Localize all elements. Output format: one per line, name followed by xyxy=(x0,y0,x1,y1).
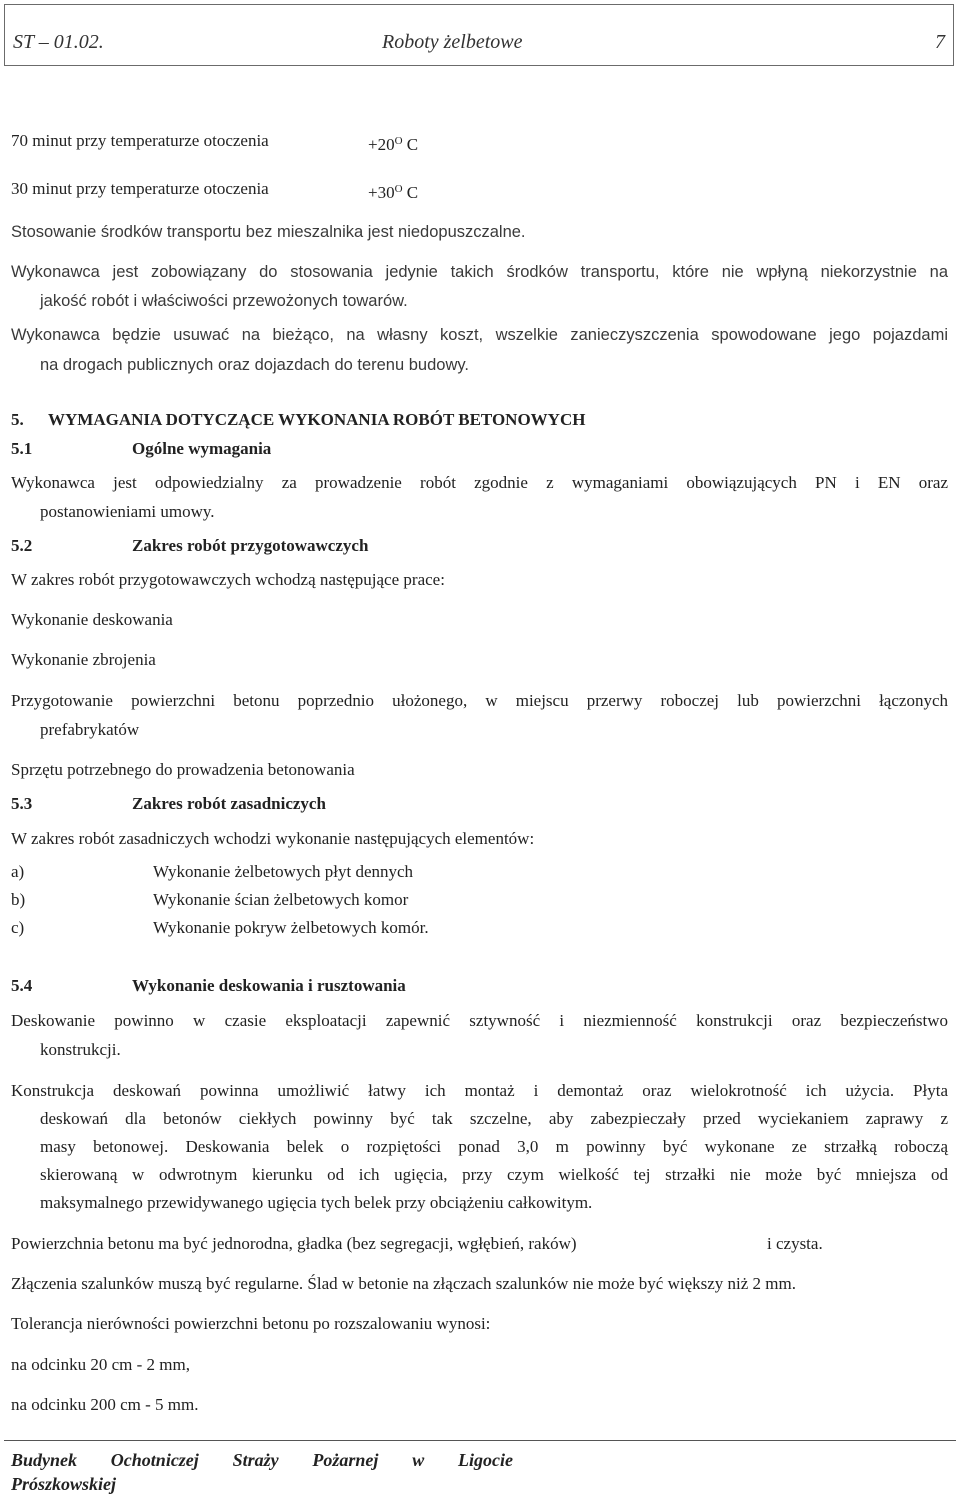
section-5-number: 5. xyxy=(11,410,24,429)
section-5-2-item-3-line-2: prefabrykatów xyxy=(40,720,140,739)
time-row-1 xyxy=(11,127,269,155)
list-item-text: Wykonanie pokryw żelbetowych komór. xyxy=(153,918,429,937)
transport-paragraph-1: Stosowanie środków transportu bez mieszalnika jest niedopuszczalne. xyxy=(11,223,526,241)
footer-line-2: Prószkowskiej xyxy=(11,1474,117,1494)
page-header xyxy=(4,4,954,66)
time-row-label: 30 minut przy temperaturze otoczenia xyxy=(11,179,269,198)
time-row-1-temp xyxy=(368,127,418,159)
transport-paragraph-2-line-2: jakość robót i właściwości przewożonych towarów. xyxy=(40,292,408,310)
footer-rule xyxy=(4,1440,956,1441)
list-item-text: Wykonanie ścian żelbetowych komor xyxy=(153,890,409,909)
section-5-4-p2-line-1: Konstrukcja deskowań powinna umożliwić łatwy ich montaż i demontaż oraz wielokrotność ich użycia. Płyta xyxy=(11,1081,948,1100)
temp-value: +20 xyxy=(368,135,395,154)
section-5-4-p2-line-4: skierowaną w odwrotnym kierunku od ich ugięcia, przy czym wielkość tej strzałki nie może być mniejsza od xyxy=(40,1165,948,1184)
list-item-text: Wykonanie żelbetowych płyt dennych xyxy=(153,862,414,881)
temp-unit: C xyxy=(406,183,419,202)
section-5-4-p4: Złączenia szalunków muszą być regularne. Ślad w betonie na złączach szalunków nie może być większy niż 2 mm. xyxy=(11,1274,797,1293)
section-5-3-intro: W zakres robót zasadniczych wchodzi wykonanie następujących elementów: xyxy=(11,829,535,848)
page-number: 7 xyxy=(935,31,945,53)
section-5-1-text-line-2: postanowieniami umowy. xyxy=(40,502,215,521)
section-5-1-text-line-1: Wykonawca jest odpowiedzialny za prowadzenie robót zgodnie z wymaganiami obowiązujących PN i EN oraz xyxy=(11,473,948,492)
transport-paragraph-2-line-1: Wykonawca jest zobowiązany do stosowania jedynie takich środków transportu, które nie wpłyną niekorzystnie na xyxy=(11,263,948,281)
section-5-4-p6: na odcinku 20 cm - 2 mm, xyxy=(11,1355,190,1374)
time-row-label: 70 minut przy temperaturze otoczenia xyxy=(11,131,269,150)
temp-unit: C xyxy=(406,135,419,154)
list-item-marker: b) xyxy=(11,890,26,909)
spec-code: ST – 01.02. xyxy=(13,31,104,53)
transport-paragraph-3-line-1: Wykonawca będzie usuwać na bieżąco, na własny koszt, wszelkie zanieczyszczenia spowodowane jego pojazdami xyxy=(11,326,948,344)
time-row-2-temp xyxy=(368,175,418,207)
time-row-2 xyxy=(11,175,269,203)
section-5-1-number: 5.1 xyxy=(11,439,33,458)
list-item-marker: c) xyxy=(11,918,25,937)
section-5-3-number: 5.3 xyxy=(11,794,33,813)
section-5-4-p1-line-1: Deskowanie powinno w czasie eksploatacji zapewnić sztywność i niezmienność konstrukcji oraz bezpieczeństwo xyxy=(11,1011,948,1030)
section-5-4-p3: Powierzchnia betonu ma być jednorodna, gładka (bez segregacji, wgłębień, raków) xyxy=(11,1234,577,1253)
degree-mark: O xyxy=(394,183,403,195)
section-5-3-title: Zakres robót zasadniczych xyxy=(132,794,326,813)
transport-paragraph-3-line-2: na drogach publicznych oraz dojazdach do terenu budowy. xyxy=(40,356,469,374)
section-5-title: WYMAGANIA DOTYCZĄCE WYKONANIA ROBÓT BETONOWYCH xyxy=(48,410,586,429)
section-5-4-p7: na odcinku 200 cm - 5 mm. xyxy=(11,1395,199,1414)
section-5-2-intro: W zakres robót przygotowawczych wchodzą następujące prace: xyxy=(11,570,445,589)
section-5-4-p2-line-5: maksymalnego przewidywanego ugięcia tych belek przy obciążeniu całkowitym. xyxy=(40,1193,593,1212)
temp-value: +30 xyxy=(368,183,395,202)
spec-title: Roboty żelbetowe xyxy=(382,31,523,53)
degree-mark: O xyxy=(394,135,403,147)
page-footer xyxy=(11,1448,513,1496)
section-5-2-item-2: Wykonanie zbrojenia xyxy=(11,650,156,669)
section-5-4-p5: Tolerancja nierówności powierzchni betonu po rozszalowaniu wynosi: xyxy=(11,1314,491,1333)
section-5-2-item-1: Wykonanie deskowania xyxy=(11,610,173,629)
section-5-2-title: Zakres robót przygotowawczych xyxy=(132,536,369,555)
section-5-2-item-3-line-1: Przygotowanie powierzchni betonu poprzednio ułożonego, w miejscu przerwy roboczej lub powierzchni łączonych xyxy=(11,691,948,710)
list-item-marker: a) xyxy=(11,862,25,881)
section-5-1-title: Ogólne wymagania xyxy=(132,439,272,458)
section-5-4-p2-line-3: masy betonowej. Deskowania belek o rozpiętości ponad 3,0 m powinny być wykonane ze strzałką roboczą xyxy=(40,1137,948,1156)
section-5-2-number: 5.2 xyxy=(11,536,33,555)
section-5-4-title: Wykonanie deskowania i rusztowania xyxy=(132,976,406,995)
section-5-4-p2-line-2: deskowań dla betonów ciekłych powinny być tak szczelne, aby zabezpieczały przed wyciekaniem zaprawy z xyxy=(40,1109,948,1128)
footer-line-1: Budynek Ochotniczej Straży Pożarnej w Ligocie xyxy=(11,1450,513,1470)
section-5-4-number: 5.4 xyxy=(11,976,33,995)
section-5-4-p3-end: i czysta. xyxy=(767,1234,823,1253)
section-5-4-p1-line-2: konstrukcji. xyxy=(40,1040,121,1059)
section-5-2-item-4: Sprzętu potrzebnego do prowadzenia betonowania xyxy=(11,760,355,779)
